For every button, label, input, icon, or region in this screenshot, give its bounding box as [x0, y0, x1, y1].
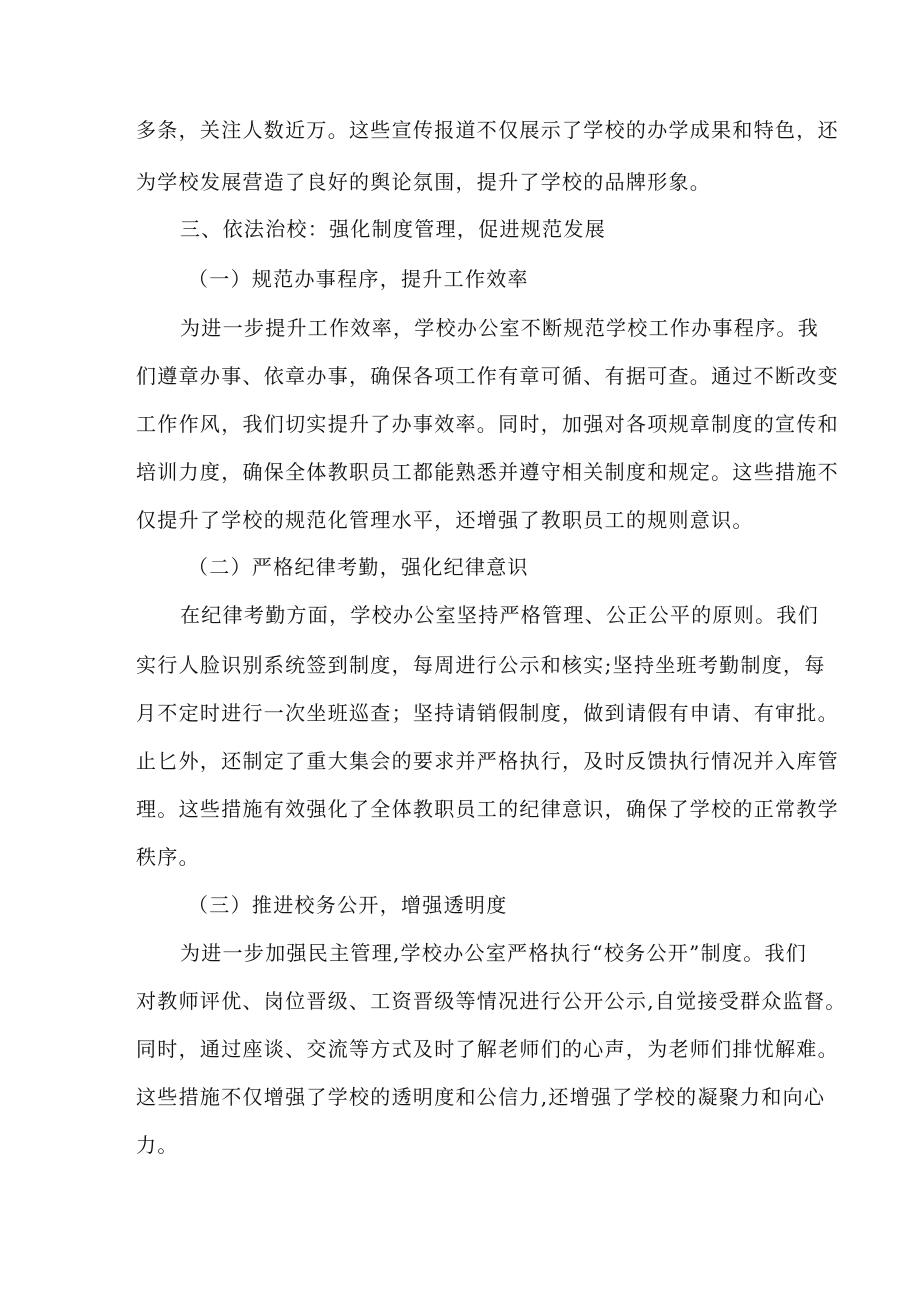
text-line: 对教师评优、岗位晋级、工资晋级等情况进行公开公示,自觉接受群众监督。: [136, 989, 847, 1013]
text-line: 工作作风，我们切实提升了办事效率。同时，加强对各项规章制度的宣传和: [136, 412, 839, 436]
text-line: 这些措施不仅增强了学校的透明度和公信力,还增强了学校的凝聚力和向心: [136, 1085, 826, 1109]
text-line: 在纪律考勤方面，学校办公室坚持严格管理、公正公平的原则。我们: [180, 603, 819, 627]
text-line: 们遵章办事、依章办事，确保各项工作有章可循、有据可查。通过不断改变: [136, 364, 839, 388]
text-line: 力。: [136, 1133, 179, 1157]
text-line: 同时，通过座谈、交流等方式及时了解老师们的心声，为老师们排忧解难。: [136, 1037, 839, 1061]
text-line: 为进一步提升工作效率，学校办公室不断规范学校工作办事程序。我: [180, 316, 819, 340]
text-line: 实行人脸识别系统签到制度，每周进行公示和核实;坚持坐班考勤制度，每: [136, 653, 826, 677]
text-line: 月不定时进行一次坐班巡查；坚持请销假制度，做到请假有申请、有审批。: [136, 701, 839, 725]
text-line: 止匕外，还制定了重大集会的要求并严格执行，及时反馈执行情况并入库管: [136, 749, 839, 773]
section-heading: 三、依法治校：强化制度管理，促进规范发展: [180, 217, 606, 241]
text-line: 多条，关注人数近万。这些宣传报道不仅展示了学校的办学成果和特色，还: [136, 118, 839, 142]
text-line: 培训力度，确保全体教职员工都能熟悉并遵守相关制度和规定。这些措施不: [136, 460, 839, 484]
subsection-heading: （一）规范办事程序，提升工作效率: [188, 267, 529, 291]
text-line: 仅提升了学校的规范化管理水平，还增强了教职员工的规则意识。: [136, 508, 754, 532]
subsection-heading: （二）严格纪律考勤，强化纪律意识: [188, 555, 529, 579]
text-line: 理。这些措施有效强化了全体教职员工的纪律意识，确保了学校的正常教学: [136, 797, 839, 821]
text-line: 为学校发展营造了良好的舆论氛围，提升了学校的品牌形象。: [136, 170, 712, 194]
text-line: 秩序。: [136, 845, 200, 869]
text-line: 为进一步加强民主管理,学校办公室严格执行“校务公开”制度。我们: [180, 941, 808, 965]
subsection-heading: （三）推进校务公开，增强透明度: [188, 893, 508, 917]
